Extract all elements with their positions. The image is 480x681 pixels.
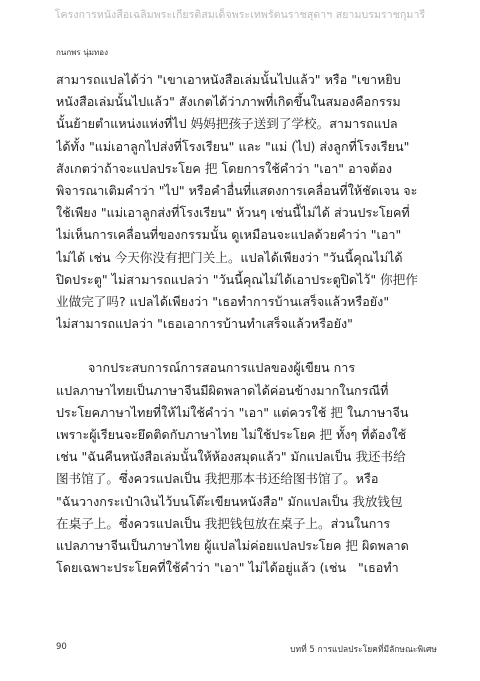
text-line: จากประสบการณ์การสอนการแปลของผู้เขียน การ	[56, 360, 356, 376]
text-line: ไม่สามารถแปลว่า "เธอเอาการบ้านทำเสร็จแล้วหรือยัง"	[56, 316, 353, 332]
text-line: ได้ทั้ง "แม่เอาลูกไปส่งที่โรงเรียน" และ "แม่ (ไป) ส่งลูกที่โรงเรียน"	[56, 138, 410, 154]
text-line: 业做完了吗? แปลได้เพียงว่า "เธอทำการบ้านเสร็จแล้วหรือยัง"	[56, 294, 390, 310]
text-line: ไม่ได้ เช่น 今天你没有把门关上。แปลได้เพียงว่า "วันนี้คุณไม่ได้	[56, 249, 403, 265]
text-line: ใช้เพียง "แม่เอาลูกส่งที่โรงเรียน" ห้วนๆ เช่นนี้ไม่ได้ ส่วนประโยคที่	[56, 205, 410, 221]
text-line: เช่น "ฉันคืนหนังสือเล่มนั้นให้ห้องสมุดแล้ว" มักแปลเป็น 我还书给	[56, 449, 406, 465]
paragraph-gap	[56, 335, 446, 357]
chapter-title: บทที่ 5 การแปลประโยคที่มีลักษณะพิเศษ	[290, 645, 437, 655]
text-line: โดยเฉพาะประโยคที่ใช้คำว่า "เอา" ไม่ได้อยู่แล้ว (เช่น "เธอทำ	[56, 560, 399, 576]
text-line: สังเกตว่าถ้าจะแปลประโยค 把 โดยการใช้คำว่า "เอา" อาจต้อง	[56, 160, 393, 176]
text-line: พิจารณาเติมคำว่า "ไป" หรือคำอื่นที่แสดงการเคลื่อนที่ให้ชัดเจน จะ	[56, 183, 418, 199]
author-name: กนกพร นุ่มทอง	[56, 48, 108, 57]
text-line: แปลภาษาไทยเป็นภาษาจีนมีผิดพลาดได้ค่อนข้างมากในกรณีที่	[56, 382, 389, 398]
text-line: นั้นย้ายตำแหน่งแห่งที่ไป 妈妈把孩子送到了学校。สามารถแปล	[56, 116, 398, 132]
text-line: 图书馆了。ซึ่งควรแปลเป็น 我把那本书还给图书馆了。หรือ	[56, 471, 379, 487]
body-text	[56, 69, 446, 579]
text-line: ไม่เห็นการเคลื่อนที่ของกรรมนั้น ดูเหมือนจะแปลด้วยคำว่า "เอา"	[56, 227, 402, 243]
text-line: หนังสือเล่มนั้นไปแล้ว" สังเกตได้ว่าภาพที่เกิดขึ้นในสมองคือกรรม	[56, 94, 401, 110]
running-header: โครงการหนังสือเฉลิมพระเกียรติสมเด็จพระเทพรัตนราชสุดาฯ สยามบรมราชกุมารี	[54, 9, 426, 21]
text-line: "ฉันวางกระเป๋าเงินไว้บนโต๊ะเขียนหนังสือ" มักแปลเป็น 我放钱包	[56, 493, 403, 509]
text-line: สามารถแปลได้ว่า "เขาเอาหนังสือเล่มนั้นไปแล้ว" หรือ "เขาหยิบ	[56, 72, 401, 87]
text-line: ประโยคภาษาไทยที่ให้ไม่ใช้คำว่า "เอา" แต่ควรใช้ 把 ในภาษาจีน	[56, 404, 409, 420]
text-line: เพราะผู้เรียนจะยึดติดกับภาษาไทย ไม่ใช้ประโยค 把 ทั้งๆ ที่ต้องใช้	[56, 427, 407, 443]
text-line: ปิดประตู" ไม่สามารถแปลว่า "วันนี้คุณไม่ได้เอาประตูปิดไว้" 你把作	[56, 271, 418, 287]
text-line: 在桌子上。ซึ่งควรแปลเป็น 我把钱包放在桌子上。ส่วนในการ	[56, 515, 391, 531]
text-line: แปลภาษาจีนเป็นภาษาไทย ผู้แปลไม่ค่อยแปลประโยค 把 ผิดพลาด	[56, 538, 409, 554]
page-number: 90	[56, 642, 67, 652]
